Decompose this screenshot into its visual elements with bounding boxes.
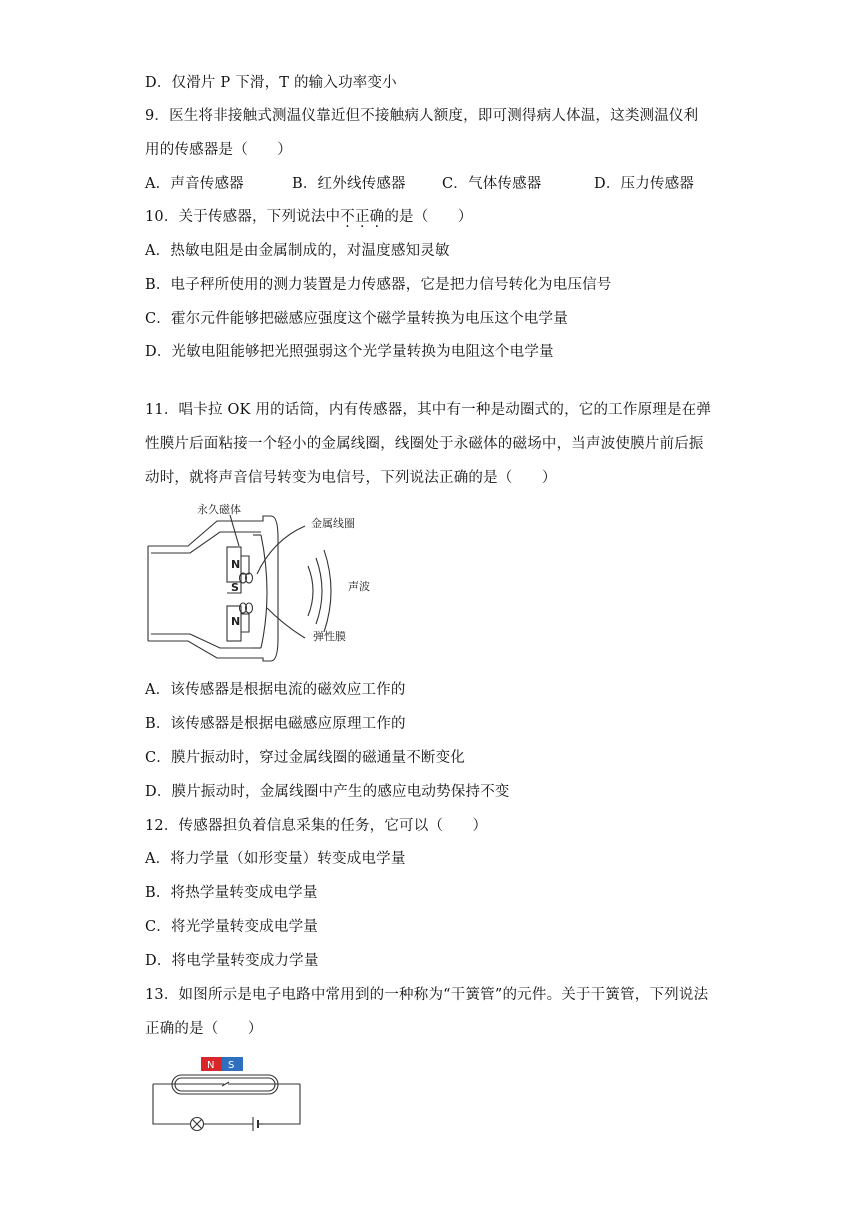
q13-stem-line1: 13．如图所示是电子电路中常用到的一种称为“干簧管”的元件。关于干簧管，下列说法	[145, 987, 709, 1003]
q12-stem: 12．传感器担负着信息采集的任务，它可以（ ）	[145, 818, 488, 834]
q10-stem-pre: 10．关于传感器，下列说法中	[145, 209, 341, 225]
pole-n-bottom: N	[231, 615, 241, 628]
q11-option-d: D．膜片振动时，金属线圈中产生的感应电动势保持不变	[145, 784, 510, 800]
q9-option-d: D．压力传感器	[594, 176, 695, 192]
pole-s: S	[231, 581, 239, 594]
q11-stem-line2: 性膜片后面粘接一个轻小的金属线圈，线圈处于永磁体的磁场中，当声波使膜片前后振	[145, 436, 704, 452]
q10-option-b: B．电子秤所使用的测力装置是力传感器，它是把力信号转化为电压信号	[145, 277, 612, 293]
magnet-s-label: S	[228, 1060, 235, 1071]
pole-n-top: N	[231, 558, 241, 571]
q10-emphasis-char: 不	[340, 209, 355, 225]
q11-option-c: C．膜片振动时，穿过金属线圈的磁通量不断变化	[145, 750, 465, 766]
magnet-n-label: N	[207, 1060, 215, 1071]
q9-stem-line2: 用的传感器是（ ）	[145, 142, 292, 158]
q12-option-c: C．将光学量转变成电学量	[145, 919, 318, 935]
label-sound-wave: 声波	[348, 580, 370, 593]
q9-stem-line1: 9．医生将非接触式测温仪靠近但不接触病人额度，即可测得病人体温，这类测温仪利	[145, 108, 699, 124]
q11-stem-line1: 11．唱卡拉 OK 用的话筒，内有传感器，其中有一种是动圈式的，它的工作原理是在弹	[145, 402, 712, 418]
q9-options	[145, 174, 705, 194]
reed-switch-diagram	[150, 1054, 310, 1134]
label-elastic-membrane: 弹性膜	[313, 630, 346, 643]
q12-option-d: D．将电学量转变成力学量	[145, 953, 319, 969]
q9-option-a: A．声音传感器	[145, 176, 244, 192]
label-metal-coil: 金属线圈	[311, 517, 355, 530]
q10-option-c: C．霍尔元件能够把磁感应强度这个磁学量转换为电压这个电学量	[145, 311, 568, 327]
q11-stem-line3: 动时，就将声音信号转变为电信号，下列说法正确的是（ ）	[145, 470, 557, 486]
q10-stem-post: 的是（ ）	[384, 209, 473, 225]
q11-option-b: B．该传感器是根据电磁感应原理工作的	[145, 716, 406, 732]
q9-option-b: B．红外线传感器	[292, 176, 406, 192]
q9-option-c: C．气体传感器	[442, 176, 542, 192]
q12-option-a: A．将力学量（如形变量）转变成电学量	[145, 851, 406, 867]
q11-option-a: A．该传感器是根据电流的磁效应工作的	[145, 682, 406, 698]
q10-stem	[145, 207, 473, 227]
q10-emphasis-char: 确	[369, 209, 385, 225]
q10-option-a: A．热敏电阻是由金属制成的，对温度感知灵敏	[145, 243, 450, 259]
microphone-diagram	[145, 498, 395, 663]
q8-option-d: D．仅滑片 P 下滑，T 的输入功率变小	[145, 75, 397, 91]
q12-option-b: B．将热学量转变成电学量	[145, 885, 318, 901]
q10-emphasis-char: 正	[354, 209, 370, 225]
q10-option-d: D．光敏电阻能够把光照强弱这个光学量转换为电阻这个电学量	[145, 344, 554, 360]
q13-stem-line2: 正确的是（ ）	[145, 1021, 263, 1037]
label-permanent-magnet: 永久磁体	[197, 503, 241, 516]
